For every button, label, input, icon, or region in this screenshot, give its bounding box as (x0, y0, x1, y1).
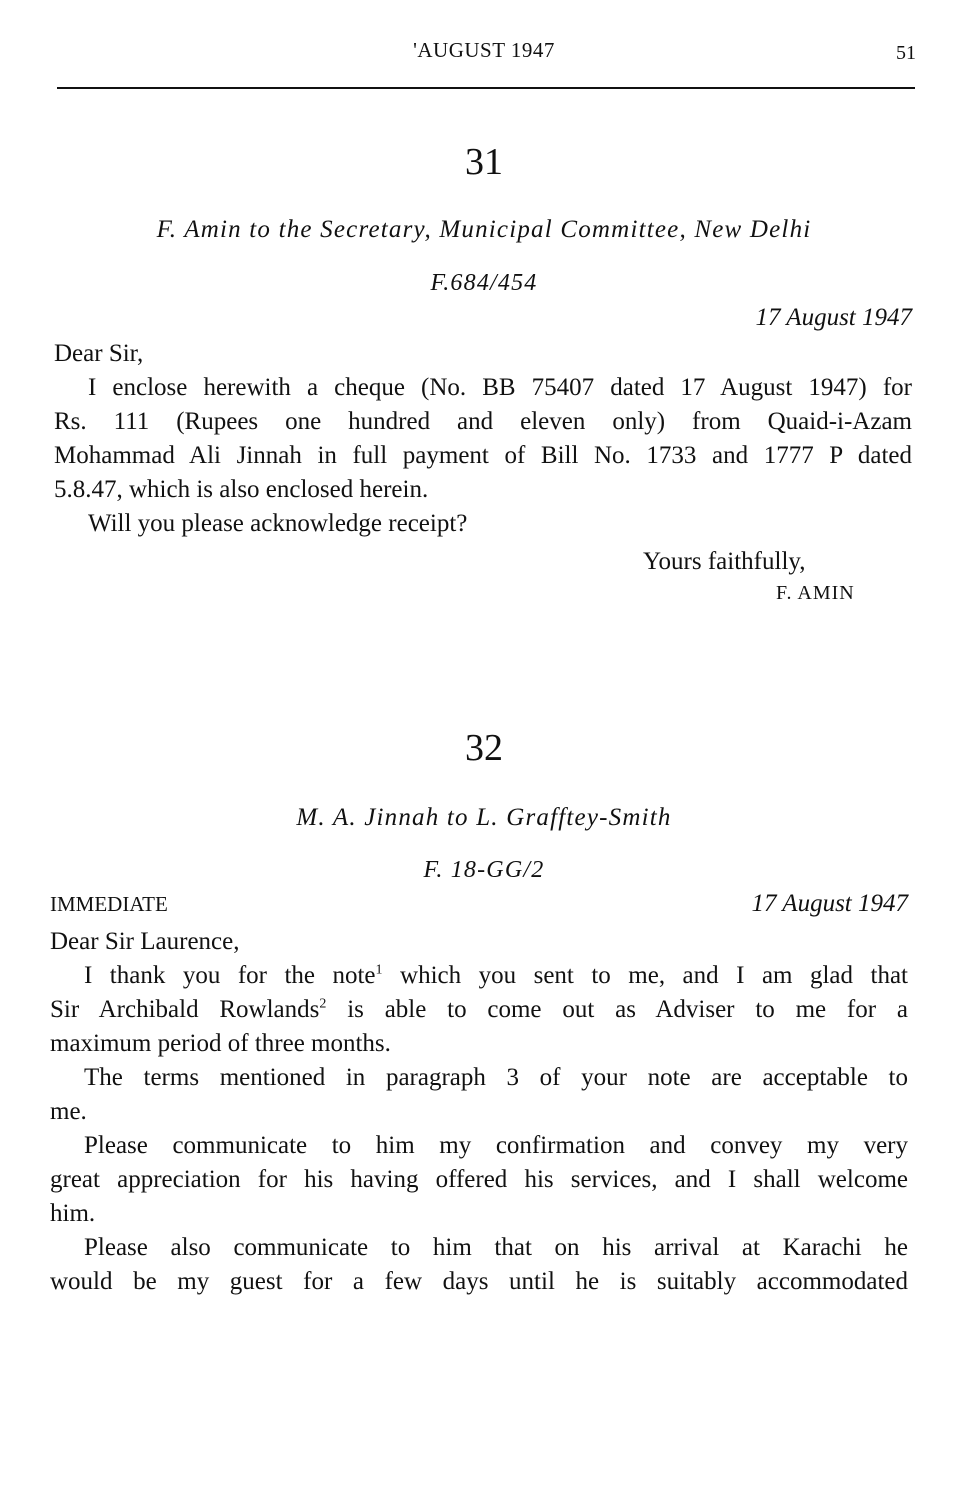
doc32-reference: F. 18-GG/2 (423, 857, 545, 883)
doc32-para2-line2: me. (50, 1098, 87, 1125)
doc32-urgency: IMMEDIATE (50, 892, 168, 916)
header-rule (57, 87, 915, 89)
doc31-closing: Yours faithfully, (643, 548, 806, 575)
document-number-32: 32 (465, 727, 503, 769)
page-number: 51 (896, 42, 916, 64)
doc32-para1-line2-b: is able to come out as Adviser to me for a (326, 996, 908, 1023)
doc31-signature: F. AMIN (776, 582, 855, 604)
doc32-para2-line1: The terms mentioned in paragraph 3 of your note are acceptable to (84, 1064, 908, 1091)
doc31-para2: Will you please acknowledge receipt? (88, 510, 468, 537)
doc31-para1-line4: 5.8.47, which is also enclosed herein. (54, 476, 429, 503)
doc32-para1-line2 (50, 996, 908, 1024)
doc31-heading: F. Amin to the Secretary, Municipal Committee, New Delhi (156, 216, 812, 243)
doc32-para4-line1: Please also communicate to him that on his arrival at Karachi he (84, 1234, 908, 1261)
doc32-salutation: Dear Sir Laurence, (50, 928, 240, 955)
doc32-heading: M. A. Jinnah to L. Grafftey-Smith (296, 804, 672, 831)
doc32-date: 17 August 1947 (751, 890, 908, 917)
document-number-31: 31 (465, 141, 503, 183)
doc32-para4-line2: would be my guest for a few days until he is suitably accommodated (50, 1268, 908, 1295)
doc32-para1-line3: maximum period of three months. (50, 1030, 391, 1057)
doc31-para1-line1: I enclose herewith a cheque (No. BB 75407 dated 17 August 1947) for (88, 374, 912, 401)
doc31-salutation: Dear Sir, (54, 340, 144, 367)
doc31-para1-line3: Mohammad Ali Jinnah in full payment of Bill No. 1733 and 1777 P dated (54, 442, 912, 469)
doc32-para1-line2-a: Sir Archibald Rowlands (50, 996, 320, 1023)
doc31-reference: F.684/454 (430, 270, 538, 296)
doc32-para1-line1 (84, 962, 908, 990)
doc32-para1-line1-a: I thank you for the note (84, 962, 376, 989)
doc32-para3-line2: great appreciation for his having offered his services, and I shall welcome (50, 1166, 908, 1193)
doc31-date: 17 August 1947 (755, 304, 912, 331)
doc32-para3-line1: Please communicate to him my confirmation and convey my very (84, 1132, 908, 1159)
doc32-para1-line1-b: which you sent to me, and I am glad that (382, 962, 908, 989)
doc31-para1-line2: Rs. 111 (Rupees one hundred and eleven only) from Quaid-i-Azam (54, 408, 912, 435)
doc32-para3-line3: him. (50, 1200, 96, 1227)
running-header: 'AUGUST 1947 (413, 38, 555, 62)
footnote-marker-1: 1 (375, 962, 383, 978)
footnote-marker-2: 2 (319, 996, 327, 1012)
